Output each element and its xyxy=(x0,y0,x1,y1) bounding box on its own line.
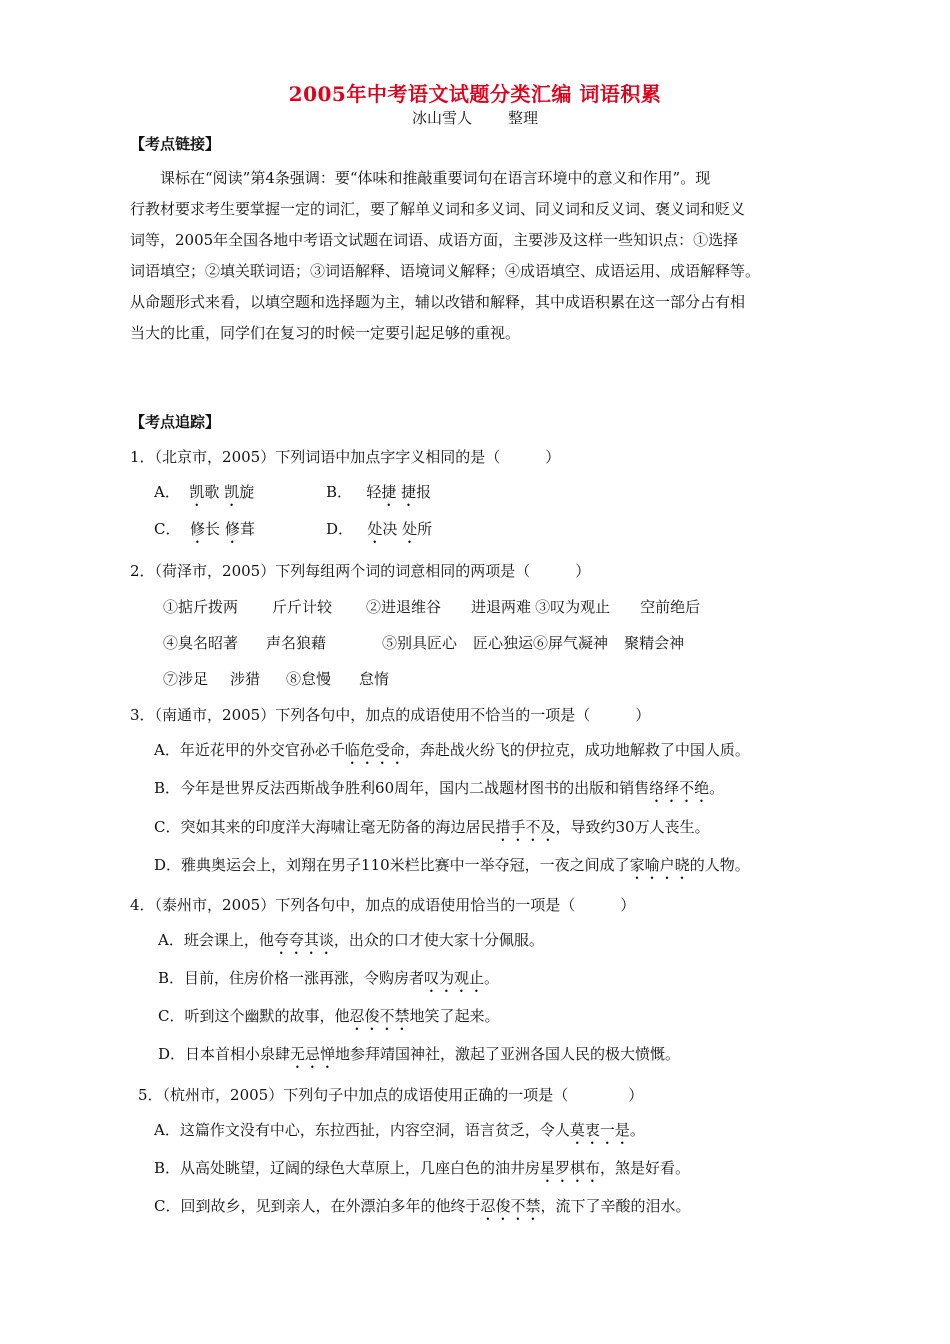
intro-line: 词语填空；②填关联词语；③词语解释、语境词义解释；④成语填空、成语运用、成语解释等。 xyxy=(130,262,761,280)
question-5-stem: 5．（杭州市，2005）下列句子中加点的成语使用正确的一项是（ ） xyxy=(138,1086,644,1104)
question-5-option-b: B．从高处眺望，辽阔的绿色大草原上，几座白色的油井房星罗棋布，煞是好看。 xyxy=(154,1159,691,1177)
intro-line: 行教材要求考生要掌握一定的词汇，要了解单义词和多义词、同义词和反义词、褒义词和贬义 xyxy=(130,200,746,218)
question-3-option-b: B．今年是世界反法西斯战争胜利60周年，国内二战题材图书的出版和销售络绎不绝。 xyxy=(154,779,725,797)
question-4-option-d: D．日本首相小泉肆无忌惮地参拜靖国神社，激起了亚洲各国人民的极大愤慨。 xyxy=(158,1045,681,1063)
question-5-option-a: A．这篇作文没有中心，东拉西扯，内容空洞，语言贫乏，令人莫衷一是。 xyxy=(154,1121,645,1139)
intro-paragraph xyxy=(130,163,830,349)
question-3-option-c: C．突如其来的印度洋大海啸让毫无防备的海边居民措手不及，导致约30万人丧生。 xyxy=(154,818,710,836)
question-4-option-a: A．班会课上，他夸夸其谈，出众的口才使大家十分佩服。 xyxy=(158,931,544,949)
author-name: 冰山雪人 xyxy=(411,109,472,127)
question-1-option-a: A． 凯歌 凯旋 xyxy=(154,483,255,501)
question-1-option-d: D． 处决 处所 xyxy=(326,520,433,538)
section-heading-tracking: 【考点追踪】 xyxy=(130,413,221,431)
document-title: 2005年中考语文试题分类汇编 词语积累 xyxy=(288,82,662,106)
question-2-row-3: ⑦涉足 涉猎 ⑧怠慢 怠惰 xyxy=(163,670,390,688)
question-3-option-d: D．雅典奥运会上，刘翔在男子110米栏比赛中一举夺冠，一夜之间成了家喻户晓的人物。 xyxy=(154,856,750,874)
intro-line: 从命题形式来看，以填空题和选择题为主，辅以改错和解释，其中成语积累在这一部分占有相 xyxy=(130,293,746,311)
intro-line: 当大的比重，同学们在复习的时候一定要引起足够的重视。 xyxy=(130,324,521,342)
author-line xyxy=(0,107,950,128)
question-2-row-1: ①掂斤拨两 斤斤计较 ②进退维谷 进退两难 ③叹为观止 空前绝后 xyxy=(163,598,701,616)
question-5-option-c: C．回到故乡，见到亲人，在外漂泊多年的他终于忍俊不禁，流下了辛酸的泪水。 xyxy=(154,1197,691,1215)
question-1-option-b: B． 轻捷 捷报 xyxy=(326,483,432,501)
question-2-row-2: ④臭名昭著 声名狼藉 ⑤别具匠心 匠心独运⑥屏气凝神 聚精会神 xyxy=(163,634,685,652)
intro-line: 词等，2005年全国各地中考语文试题在词语、成语方面，主要涉及这样一些知识点：①选择 xyxy=(130,231,739,249)
question-4-stem: 4．（泰州市，2005）下列各句中，加点的成语使用恰当的一项是（ ） xyxy=(130,896,636,914)
question-2-stem: 2．（荷泽市，2005）下列每组两个词的词意相同的两项是（ ） xyxy=(130,562,591,580)
section-heading-links: 【考点链接】 xyxy=(130,135,221,153)
author-role: 整理 xyxy=(508,109,539,127)
question-3-stem: 3．（南通市，2005）下列各句中，加点的成语使用不恰当的一项是（ ） xyxy=(130,706,651,724)
question-4-option-b: B．目前，住房价格一涨再涨，令购房者叹为观止。 xyxy=(158,969,500,987)
intro-line: 课标在“阅读”第4条强调：要“体味和推敲重要词句在语言环境中的意义和作用”。现 xyxy=(160,169,711,187)
question-4-option-c: C．听到这个幽默的故事，他忍俊不禁地笑了起来。 xyxy=(158,1007,500,1025)
question-3-option-a: A．年近花甲的外交官孙必千临危受命，奔赴战火纷飞的伊拉克，成功地解救了中国人质。 xyxy=(154,741,750,759)
question-1-stem: 1．（北京市，2005）下列词语中加点字字义相同的是（ ） xyxy=(130,448,561,466)
question-1-option-c: C． 修长 修葺 xyxy=(154,520,255,538)
